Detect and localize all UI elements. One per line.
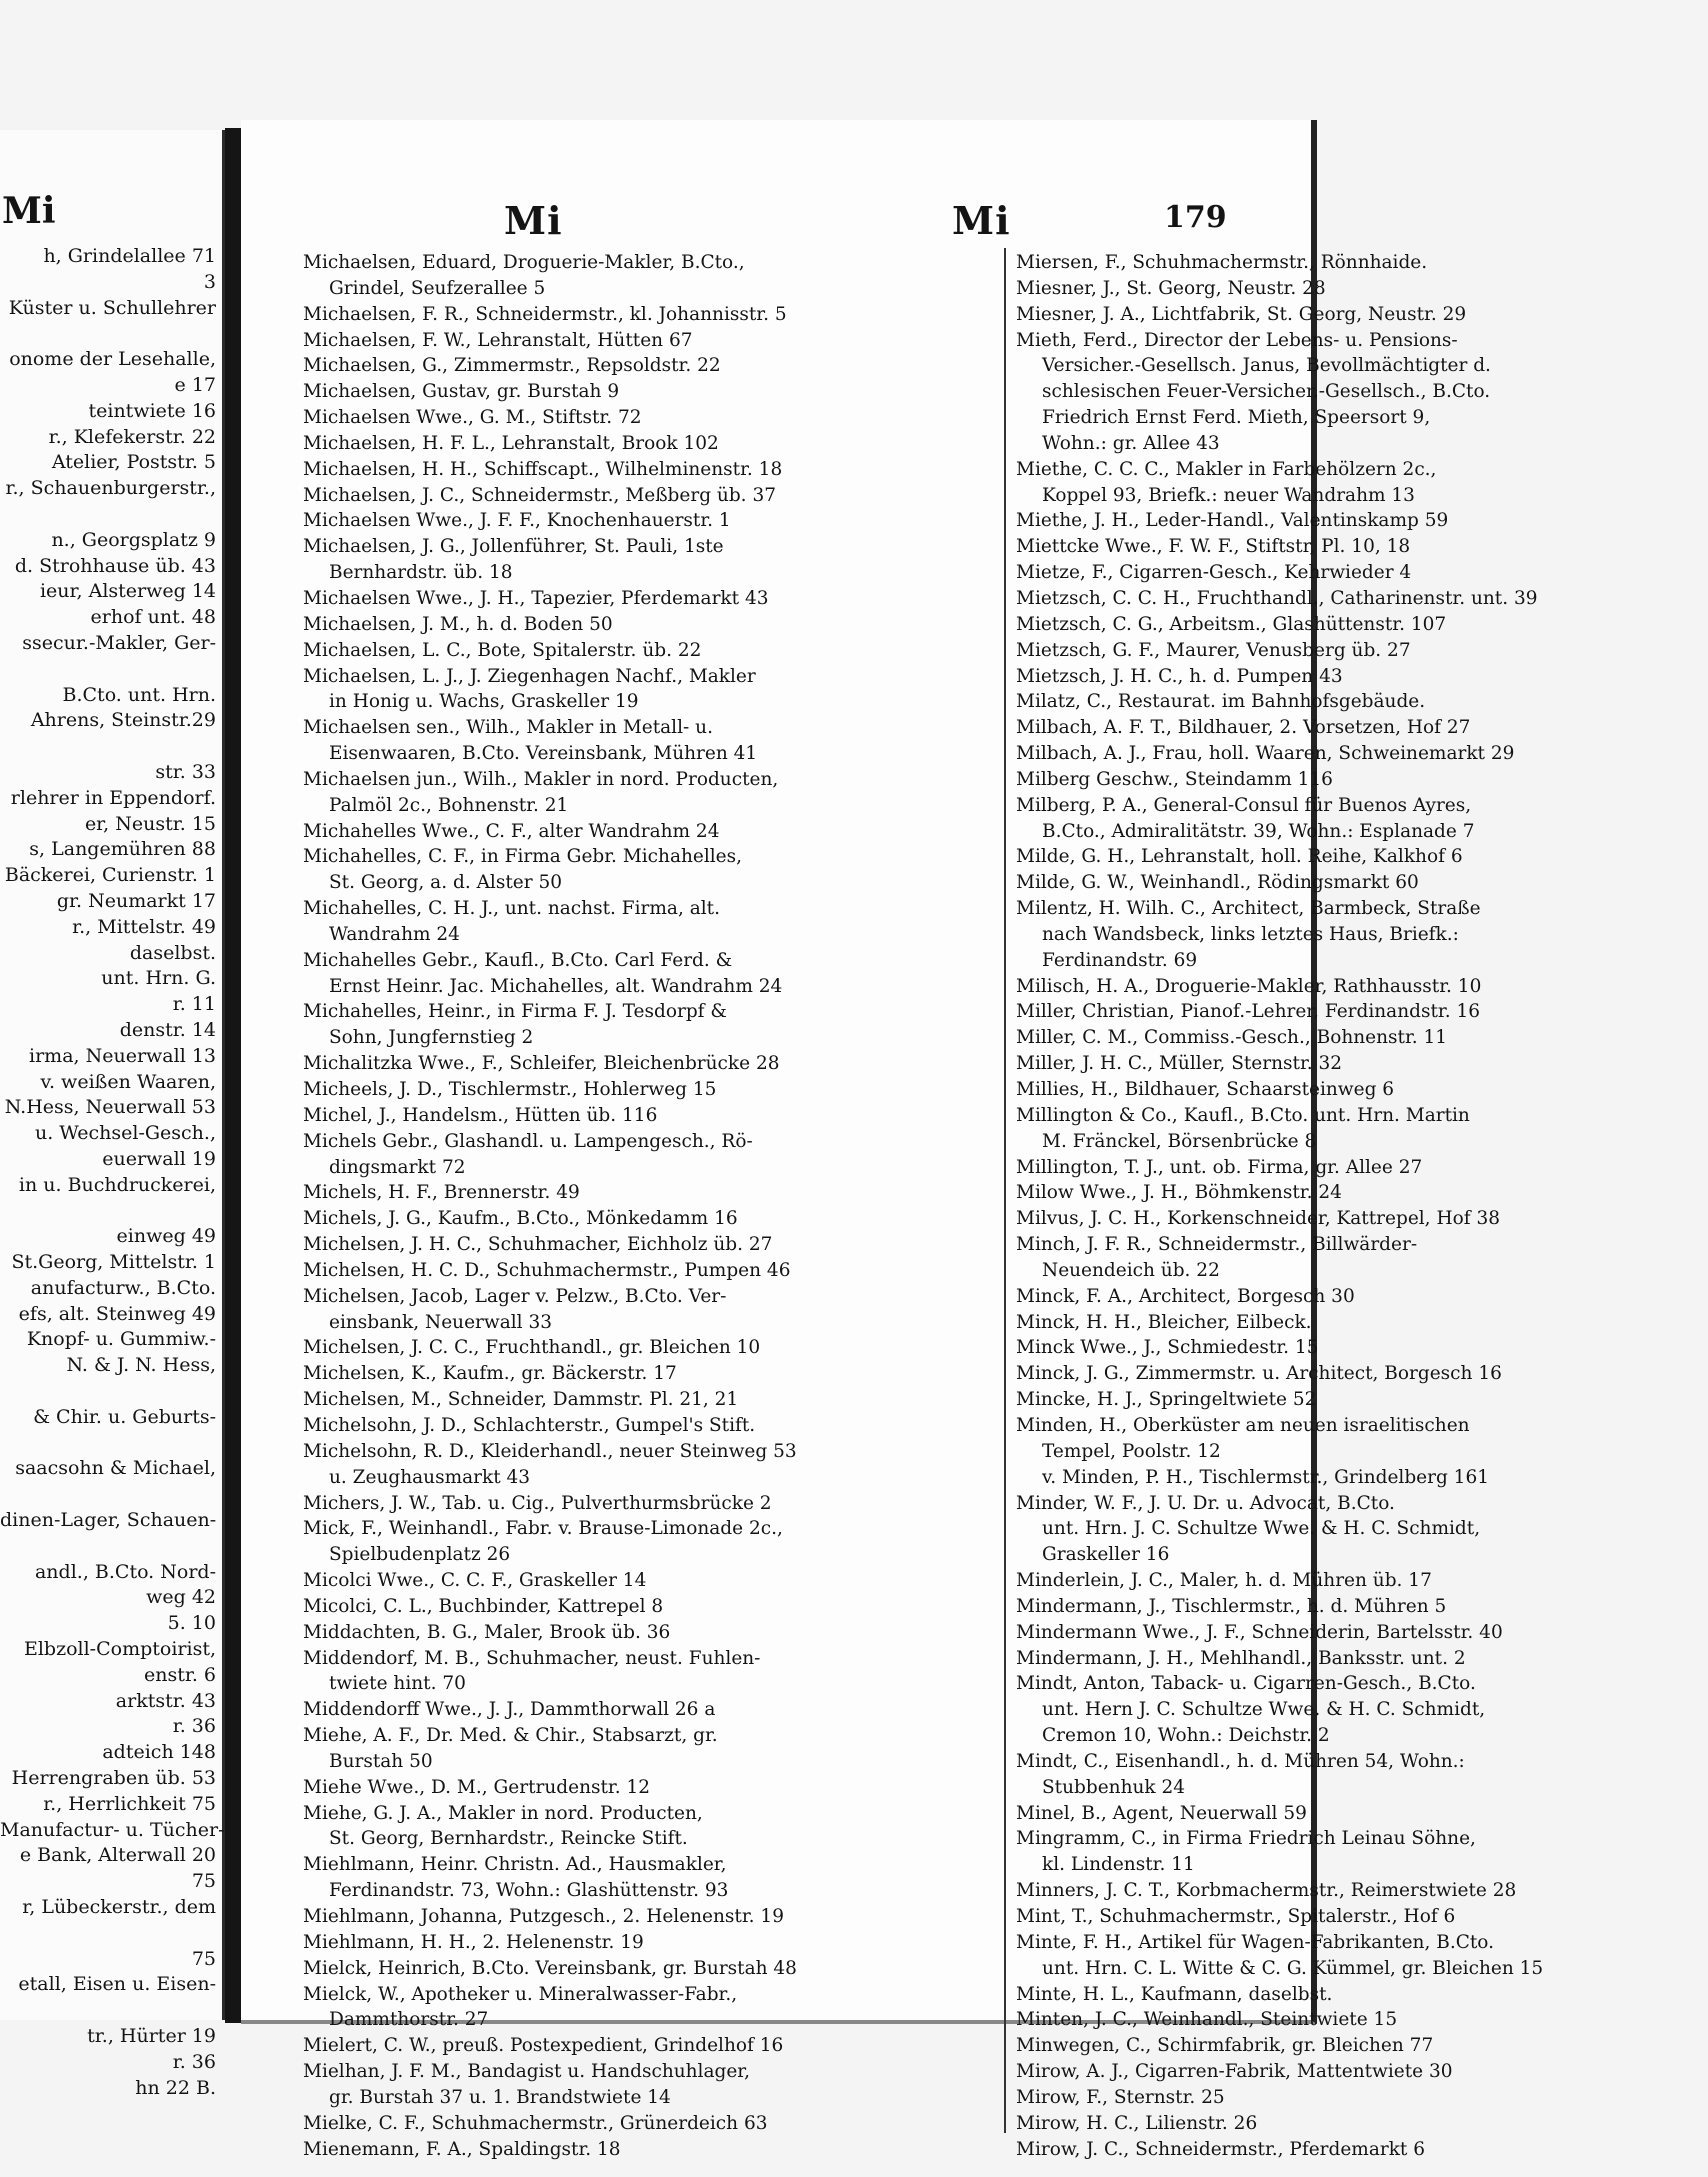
text-line: Michaelsen, L. C., Bote, Spitalerstr. üb. 22 [303, 639, 702, 661]
text-line: Miller, Christian, Pianof.-Lehrer, Ferdinandstr. 16 [1016, 1001, 1480, 1023]
text-line: r. 36 [172, 1715, 216, 1738]
text-line: Michahelles, C. H. J., unt. nachst. Firma, alt. [303, 898, 720, 920]
text-line: efs, alt. Steinweg 49 [18, 1302, 216, 1325]
text-line: Milbach, A. F. T., Bildhauer, 2. Vorsetzen, Hof 27 [1016, 717, 1471, 739]
text-line: Minder, W. F., J. U. Dr. u. Advocat, B.Cto. [1016, 1492, 1395, 1514]
text-line [0, 1921, 222, 1947]
text-line: Ferdinandstr. 69 [1042, 949, 1198, 971]
book-gutter [225, 128, 241, 2023]
text-line: Miehe, G. J. A., Makler in nord. Producten, [303, 1802, 703, 1824]
text-line: andl., B.Cto. Nord- [34, 1560, 216, 1583]
column-divider [1004, 248, 1006, 2133]
text-line: Koppel 93, Briefk.: neuer Wandrahm 13 [1042, 484, 1415, 506]
text-line: Milow Wwe., J. H., Böhmkenstr. 24 [1016, 1182, 1342, 1204]
text-line: u. Wechsel-Gesch., [34, 1122, 216, 1145]
text-line: Michels Gebr., Glashandl. u. Lampengesch., Rö- [303, 1130, 753, 1152]
text-line: d. Strohhause üb. 43 [14, 554, 216, 577]
text-line: Michelsohn, J. D., Schlachterstr., Gumpel's Stift. [303, 1414, 756, 1436]
text-line: Mielert, C. W., preuß. Postexpedient, Grindelhof 16 [303, 2035, 784, 2057]
text-line: Micolci, C. L., Buchbinder, Kattrepel 8 [303, 1595, 664, 1617]
text-line: Mirow, H. C., Lilienstr. 26 [1016, 2112, 1258, 2134]
text-line: Middendorf, M. B., Schuhmacher, neust. Fuhlen- [303, 1647, 761, 1669]
text-line: dinen-Lager, Schauen- [0, 1509, 217, 1532]
text-line: 5. 10 [167, 1612, 216, 1635]
text-line: Spielbudenplatz 26 [329, 1544, 511, 1566]
text-line: e Bank, Alterwall 20 [19, 1844, 216, 1867]
text-line: h, Grindelallee 71 [43, 245, 216, 267]
text-line: Minck, F. A., Architect, Borgesch 30 [1016, 1285, 1355, 1307]
text-line: dingsmarkt 72 [329, 1156, 466, 1178]
text-line: daselbst. [129, 941, 216, 964]
text-line: Millington & Co., Kaufl., B.Cto. unt. Hrn. Martin [1016, 1104, 1470, 1126]
text-line: Miesner, J., St. Georg, Neustr. 28 [1016, 277, 1326, 299]
text-line: Michahelles, Heinr., in Firma F. J. Tesdorpf & [303, 1001, 727, 1023]
text-line: Milatz, C., Restaurat. im Bahnhofsgebäude. [1016, 691, 1426, 713]
text-line: enstr. 6 [143, 1663, 216, 1686]
text-line: denstr. 14 [119, 1018, 216, 1041]
text-line: Stubbenhuk 24 [1042, 1776, 1186, 1798]
text-line: kl. Lindenstr. 11 [1042, 1854, 1195, 1876]
text-line: Miettcke Wwe., F. W. F., Stiftstr, Pl. 10, 18 [1016, 536, 1411, 558]
text-line: Mielck, Heinrich, B.Cto. Vereinsbank, gr. Burstah 48 [303, 1957, 797, 1979]
text-line: er, Neustr. 15 [84, 812, 216, 835]
text-line: Grindel, Seufzerallee 5 [329, 277, 546, 299]
text-line: Micheels, J. D., Tischlermstr., Hohlerweg 15 [303, 1079, 717, 1100]
text-line: Wandrahm 24 [329, 923, 460, 945]
text-line: Mielck, W., Apotheker u. Mineralwasser-Fabr., [303, 1983, 738, 2005]
text-line: Mindt, C., Eisenhandl., h. d. Mühren 54, Wohn.: [1016, 1750, 1465, 1772]
text-line: Knopf- u. Gummiw.- [26, 1328, 216, 1351]
text-line: gr. Neumarkt 17 [56, 889, 216, 912]
text-line: Eisenwaaren, B.Cto. Vereinsbank, Mühren 41 [329, 743, 758, 765]
text-line: Minel, B., Agent, Neuerwall 59 [1016, 1802, 1307, 1824]
text-line: Miesner, J. A., Lichtfabrik, St. Georg, Neustr. 29 [1016, 303, 1467, 325]
left-page-text [0, 244, 225, 2101]
text-line: r. 11 [172, 993, 216, 1016]
text-line: Wohn.: gr. Allee 43 [1042, 432, 1220, 454]
text-line: Michaelsen Wwe., J. H., Tapezier, Pferdemarkt 43 [303, 587, 769, 609]
text-line: arktstr. 43 [115, 1689, 216, 1712]
text-line: Versicher.-Gesellsch. Janus, Bevollmächtigter d. [1042, 355, 1491, 377]
text-line: Neuendeich üb. 22 [1042, 1259, 1220, 1281]
text-line [0, 1198, 222, 1224]
text-line: 3 [203, 270, 216, 293]
text-line [0, 1379, 222, 1405]
text-line: euerwall 19 [102, 1147, 216, 1170]
text-line: saacsohn & Michael, [15, 1457, 216, 1480]
text-line: Middachten, B. G., Maler, Brook üb. 36 [303, 1621, 671, 1643]
text-line: M. Fränckel, Börsenbrücke 8 [1042, 1130, 1317, 1152]
text-line: Mieth, Ferd., Director der Lebens- u. Pensions- [1016, 329, 1458, 351]
text-line: Mietzsch, J. H. C., h. d. Pumpen 43 [1016, 665, 1343, 687]
text-line: Michelsen, M., Schneider, Dammstr. Pl. 21, 21 [303, 1389, 739, 1411]
text-line: Michers, J. W., Tab. u. Cig., Pulverthurmsbrücke 2 [303, 1492, 772, 1514]
text-line: Miehlmann, Heinr. Christn. Ad., Hausmakler, [303, 1854, 727, 1876]
text-line: Michaelsen, F. W., Lehranstalt, Hütten 67 [303, 329, 693, 351]
text-line: Michelsen, J. H. C., Schuhmacher, Eichholz üb. 27 [303, 1234, 773, 1256]
text-line: Miller, J. H. C., Müller, Sternstr. 32 [1016, 1053, 1343, 1075]
text-line: Tempel, Poolstr. 12 [1042, 1440, 1221, 1462]
text-line: Mindermann, J., Tischlermstr., h. d. Mühren 5 [1016, 1595, 1447, 1617]
text-line: Michaelsen, Eduard, Droguerie-Makler, B.Cto., [303, 252, 745, 273]
text-line: Miethe, J. H., Leder-Handl., Valentinskamp 59 [1016, 510, 1449, 532]
text-line: Dammthorstr. 27 [329, 2009, 489, 2031]
text-line: Milvus, J. C. H., Korkenschneider, Kattrepel, Hof 38 [1016, 1208, 1500, 1230]
text-line: Milisch, H. A., Droguerie-Makler, Rathhausstr. 10 [1016, 975, 1482, 997]
text-line [0, 1431, 222, 1457]
text-line [0, 1482, 222, 1508]
text-line: Michaelsen, J. M., h. d. Boden 50 [303, 613, 613, 635]
text-line: Miller, C. M., Commiss.-Gesch., Bohnenstr. 11 [1016, 1027, 1448, 1049]
text-line: ieur, Alsterweg 14 [39, 580, 216, 603]
text-line: Michaelsen Wwe., G. M., Stiftstr. 72 [303, 407, 642, 429]
text-line: onome der Lesehalle, [9, 348, 216, 371]
text-line: Michaelsen, G., Zimmermstr., Repsoldstr. 22 [303, 355, 721, 377]
text-line: Michel, J., Handelsm., Hütten üb. 116 [303, 1104, 658, 1126]
text-line: Milde, G. W., Weinhandl., Rödingsmarkt 60 [1016, 872, 1419, 894]
text-line: adteich 148 [102, 1741, 216, 1764]
text-line: 75 [191, 1947, 216, 1970]
text-line: Mint, T., Schuhmachermstr., Spitalerstr., Hof 6 [1016, 1906, 1456, 1927]
text-line: Minck, H. H., Bleicher, Eilbeck. [1016, 1311, 1312, 1333]
text-line: Michaelsen, J. C., Schneidermstr., Meßberg üb. 37 [303, 484, 776, 506]
text-line: St. Georg, Bernhardstr., Reincke Stift. [329, 1828, 688, 1850]
text-line: Herrengraben üb. 53 [11, 1767, 216, 1790]
text-line: Mietzsch, C. G., Arbeitsm., Glashüttenstr. 107 [1016, 613, 1447, 635]
text-line: Minck, J. G., Zimmermstr. u. Architect, Borgesch 16 [1016, 1363, 1502, 1385]
text-line: in Honig u. Wachs, Graskeller 19 [329, 691, 639, 713]
text-line: einsbank, Neuerwall 33 [329, 1311, 552, 1333]
text-line: ssecur.-Makler, Ger- [22, 631, 216, 654]
text-line: unt. Hrn. J. C. Schultze Wwe. & H. C. Schmidt, [1042, 1518, 1481, 1540]
text-line: unt. Hern J. C. Schultze Wwe. & H. C. Schmidt, [1042, 1699, 1486, 1721]
text-line: Mietze, F., Cigarren-Gesch., Kehrwieder 4 [1016, 562, 1412, 584]
text-line: in u. Buchdruckerei, [18, 1173, 216, 1196]
text-line: u. Zeughausmarkt 43 [329, 1466, 531, 1488]
text-line: Minte, F. H., Artikel für Wagen-Fabrikanten, B.Cto. [1016, 1931, 1494, 1953]
running-header-left: Mi [504, 198, 563, 243]
text-line: Milde, G. H., Lehranstalt, holl. Reihe, Kalkhof 6 [1016, 846, 1463, 868]
text-line: Bäckerei, Curienstr. 1 [4, 864, 216, 887]
text-line: Michaelsen, F. R., Schneidermstr., kl. Johannisstr. 5 [303, 303, 787, 325]
text-line: Michahelles Gebr., Kaufl., B.Cto. Carl Ferd. & [303, 949, 733, 971]
text-line: Ferdinandstr. 73, Wohn.: Glashüttenstr. 93 [329, 1880, 729, 1902]
text-line: r., Klefekerstr. 22 [48, 425, 216, 448]
text-line: Küster u. Schullehrer [8, 296, 216, 319]
text-line: r., Mittelstr. 49 [72, 915, 216, 938]
text-line: v. Minden, P. H., Tischlermstr., Grindelberg 161 [1042, 1466, 1489, 1488]
text-line: Michels, H. F., Brennerstr. 49 [303, 1182, 580, 1204]
text-line [0, 321, 222, 347]
text-line: 75 [191, 1870, 216, 1893]
text-line: Mielke, C. F., Schuhmachermstr., Grünerdeich 63 [303, 2112, 768, 2134]
text-line: Atelier, Poststr. 5 [51, 451, 216, 474]
text-line: Mindermann, J. H., Mehlhandl., Banksstr. unt. 2 [1016, 1647, 1466, 1669]
text-line: Mindt, Anton, Taback- u. Cigarren-Gesch., B.Cto. [1016, 1673, 1476, 1695]
text-line: r., Herrlichkeit 75 [43, 1792, 216, 1815]
text-line: Graskeller 16 [1042, 1544, 1170, 1566]
text-line: Michaelsen, H. H., Schiffscapt., Wilhelminenstr. 18 [303, 458, 783, 480]
text-line: Mietzsch, C. C. H., Fruchthandl., Catharinenstr. unt. 39 [1016, 587, 1538, 609]
text-line: Miersen, F., Schuhmachermstr., Rönnhaide. [1016, 252, 1428, 273]
text-line: Minck Wwe., J., Schmiedestr. 15 [1016, 1337, 1319, 1359]
text-line: B.Cto. unt. Hrn. [62, 683, 216, 706]
text-line [0, 657, 222, 683]
text-line: Ernst Heinr. Jac. Michahelles, alt. Wandrahm 24 [329, 975, 783, 997]
text-line: Mielhan, J. F. M., Bandagist u. Handschuhlager, [303, 2061, 750, 2083]
text-line: Sohn, Jungfernstieg 2 [329, 1027, 534, 1049]
text-line: Minch, J. F. R., Schneidermstr., Billwärder- [1016, 1234, 1418, 1256]
text-line: rlehrer in Eppendorf. [10, 786, 216, 809]
text-line: Mindermann Wwe., J. F., Schneiderin, Bartelsstr. 40 [1016, 1621, 1503, 1643]
text-line: Minners, J. C. T., Korbmachermstr., Reimerstwiete 28 [1016, 1880, 1517, 1902]
text-line: Michalitzka Wwe., F., Schleifer, Bleichenbrücke 28 [303, 1053, 780, 1075]
text-line: Miethe, C. C. C., Makler in Farbehölzern 2c., [1016, 458, 1437, 480]
text-line: Bernhardstr. üb. 18 [329, 562, 513, 584]
right-page [241, 120, 1544, 2160]
text-line: Mirow, A. J., Cigarren-Fabrik, Mattentwiete 30 [1016, 2061, 1453, 2083]
text-line: Minten, J. C., Weinhandl., Steintwiete 15 [1016, 2009, 1398, 2031]
text-line: Michaelsen, L. J., J. Ziegenhagen Nachf., Makler [303, 665, 756, 687]
text-line: Middendorff Wwe., J. J., Dammthorwall 26 a [303, 1699, 716, 1721]
running-header-right: Mi [952, 198, 1011, 243]
text-line [0, 502, 222, 528]
text-line: Minte, H. L., Kaufmann, daselbst. [1016, 1983, 1333, 2005]
text-line: Michelsen, J. C. C., Fruchthandl., gr. Bleichen 10 [303, 1337, 761, 1359]
text-line: anufacturw., B.Cto. [30, 1276, 216, 1299]
text-line: Michelsen, K., Kaufm., gr. Bäckerstr. 17 [303, 1363, 677, 1385]
text-line: Michaelsen jun., Wilh., Makler in nord. Producten, [303, 768, 779, 790]
text-line: hn 22 B. [135, 2076, 216, 2099]
text-line: irma, Neuerwall 13 [29, 1044, 216, 1067]
text-line: Mincke, H. J., Springeltwiete 52 [1016, 1389, 1317, 1411]
text-line: Milberg Geschw., Steindamm 116 [1016, 768, 1333, 790]
text-line [0, 1998, 222, 2024]
text-line: Michelsohn, R. D., Kleiderhandl., neuer Steinweg 53 [303, 1440, 797, 1462]
text-line [0, 1534, 222, 1560]
text-line: v. weißen Waaren, [40, 1070, 216, 1093]
text-line [0, 734, 222, 760]
text-line: weg 42 [146, 1586, 216, 1609]
text-line: Milentz, H. Wilh. C., Architect, Barmbeck, Straße [1016, 898, 1481, 920]
text-line: Minden, H., Oberküster am neuen israelitischen [1016, 1414, 1470, 1436]
text-line: Micolci Wwe., C. C. F., Graskeller 14 [303, 1570, 647, 1592]
text-line: Mienemann, F. A., Spaldingstr. 18 [303, 2138, 621, 2160]
text-line: Minwegen, C., Schirmfabrik, gr. Bleichen 77 [1016, 2035, 1434, 2057]
left-page-header: Mi [2, 190, 56, 232]
text-line: erhof unt. 48 [90, 606, 216, 629]
text-line: B.Cto., Admiralitätstr. 39, Wohn.: Esplanade 7 [1042, 820, 1475, 842]
text-line: Miehlmann, Johanna, Putzgesch., 2. Helenenstr. 19 [303, 1906, 784, 1927]
text-line: etall, Eisen u. Eisen- [18, 1973, 216, 1996]
directory-column-1 [303, 250, 997, 2162]
text-line: Friedrich Ernst Ferd. Mieth, Speersort 9, [1042, 407, 1431, 429]
text-line: r., Schauenburgerstr., [5, 477, 216, 500]
text-line: Michaelsen, Gustav, gr. Burstah 9 [303, 381, 620, 403]
text-line: Cremon 10, Wohn.: Deichstr. 2 [1042, 1725, 1330, 1747]
text-line: Millington, T. J., unt. ob. Firma, gr. Allee 27 [1016, 1156, 1423, 1178]
text-line: St.Georg, Mittelstr. 1 [11, 1251, 216, 1274]
text-line: nach Wandsbeck, links letztes Haus, Briefk.: [1042, 923, 1459, 945]
text-line: Ahrens, Steinstr.29 [30, 709, 216, 732]
text-line: Michels, J. G., Kaufm., B.Cto., Mönkedamm 16 [303, 1208, 738, 1230]
text-line: Miehe, A. F., Dr. Med. & Chir., Stabsarzt, gr. [303, 1725, 718, 1747]
text-line: Michahelles Wwe., C. F., alter Wandrahm 24 [303, 820, 720, 842]
text-line: Michaelsen, J. G., Jollenführer, St. Pauli, 1ste [303, 536, 724, 558]
text-line: N.Hess, Neuerwall 53 [4, 1096, 216, 1119]
text-line: Mirow, F., Sternstr. 25 [1016, 2086, 1225, 2108]
text-line: e 17 [174, 373, 216, 396]
page-number: 179 [1164, 200, 1227, 235]
text-line: Michaelsen Wwe., J. F. F., Knochenhauerstr. 1 [303, 510, 731, 532]
text-line: & Chir. u. Geburts- [33, 1405, 216, 1428]
text-line: Manufactur- u. Tücher- [0, 1818, 225, 1841]
text-line: Mirow, J. C., Schneidermstr., Pferdemarkt 6 [1016, 2138, 1425, 2160]
text-line: Michaelsen sen., Wilh., Makler in Metall- u. [303, 717, 713, 739]
text-line: St. Georg, a. d. Alster 50 [329, 872, 562, 894]
text-line: schlesischen Feuer-Versicher.-Gesellsch., B.Cto. [1042, 381, 1491, 403]
directory-column-2 [1016, 250, 1708, 2162]
text-line: N. & J. N. Hess, [66, 1354, 216, 1377]
text-line: Michaelsen, H. F. L., Lehranstalt, Brook 102 [303, 432, 719, 454]
text-line: Burstah 50 [329, 1750, 433, 1772]
text-line: n., Georgsplatz 9 [51, 528, 216, 551]
left-page [0, 130, 225, 2099]
text-line: Michahelles, C. F., in Firma Gebr. Michahelles, [303, 846, 743, 868]
text-line: Miehe Wwe., D. M., Gertrudenstr. 12 [303, 1776, 651, 1798]
text-line: s, Langemühren 88 [29, 838, 216, 861]
text-line: Palmöl 2c., Bohnenstr. 21 [329, 794, 569, 816]
text-line: Mingramm, C., in Firma Friedrich Leinau Söhne, [1016, 1828, 1476, 1850]
text-line: Milberg, P. A., General-Consul für Buenos Ayres, [1016, 794, 1472, 816]
text-line: Miehlmann, H. H., 2. Helenenstr. 19 [303, 1931, 644, 1953]
text-line: str. 33 [155, 760, 216, 783]
text-line: Mick, F., Weinhandl., Fabr. v. Brause-Limonade 2c., [303, 1518, 783, 1540]
text-line: Michelsen, H. C. D., Schuhmachermstr., Pumpen 46 [303, 1259, 791, 1281]
text-line: r. 36 [172, 2050, 216, 2073]
text-line: unt. Hrn. C. L. Witte & C. G. Kümmel, gr. Bleichen 15 [1042, 1957, 1544, 1979]
text-line: Milbach, A. J., Frau, holl. Waaren, Schweinemarkt 29 [1016, 743, 1515, 765]
text-line: Minderlein, J. C., Maler, h. d. Mühren üb. 17 [1016, 1570, 1432, 1592]
text-line: einweg 49 [116, 1225, 216, 1248]
text-line: Mietzsch, G. F., Maurer, Venusberg üb. 27 [1016, 639, 1411, 661]
text-line: tr., Hürter 19 [87, 2024, 216, 2047]
text-line: gr. Burstah 37 u. 1. Brandstwiete 14 [329, 2086, 671, 2108]
text-line: twiete hint. 70 [329, 1673, 466, 1695]
text-line: teintwiete 16 [88, 399, 216, 422]
text-line: unt. Hrn. G. [101, 967, 216, 990]
text-line: Michelsen, Jacob, Lager v. Pelzw., B.Cto. Ver- [303, 1285, 727, 1307]
text-line: Elbzoll-Comptoirist, [23, 1638, 216, 1661]
text-line: Millies, H., Bildhauer, Schaarsteinweg 6 [1016, 1079, 1395, 1100]
text-line: r, Lübeckerstr., dem [22, 1896, 216, 1918]
